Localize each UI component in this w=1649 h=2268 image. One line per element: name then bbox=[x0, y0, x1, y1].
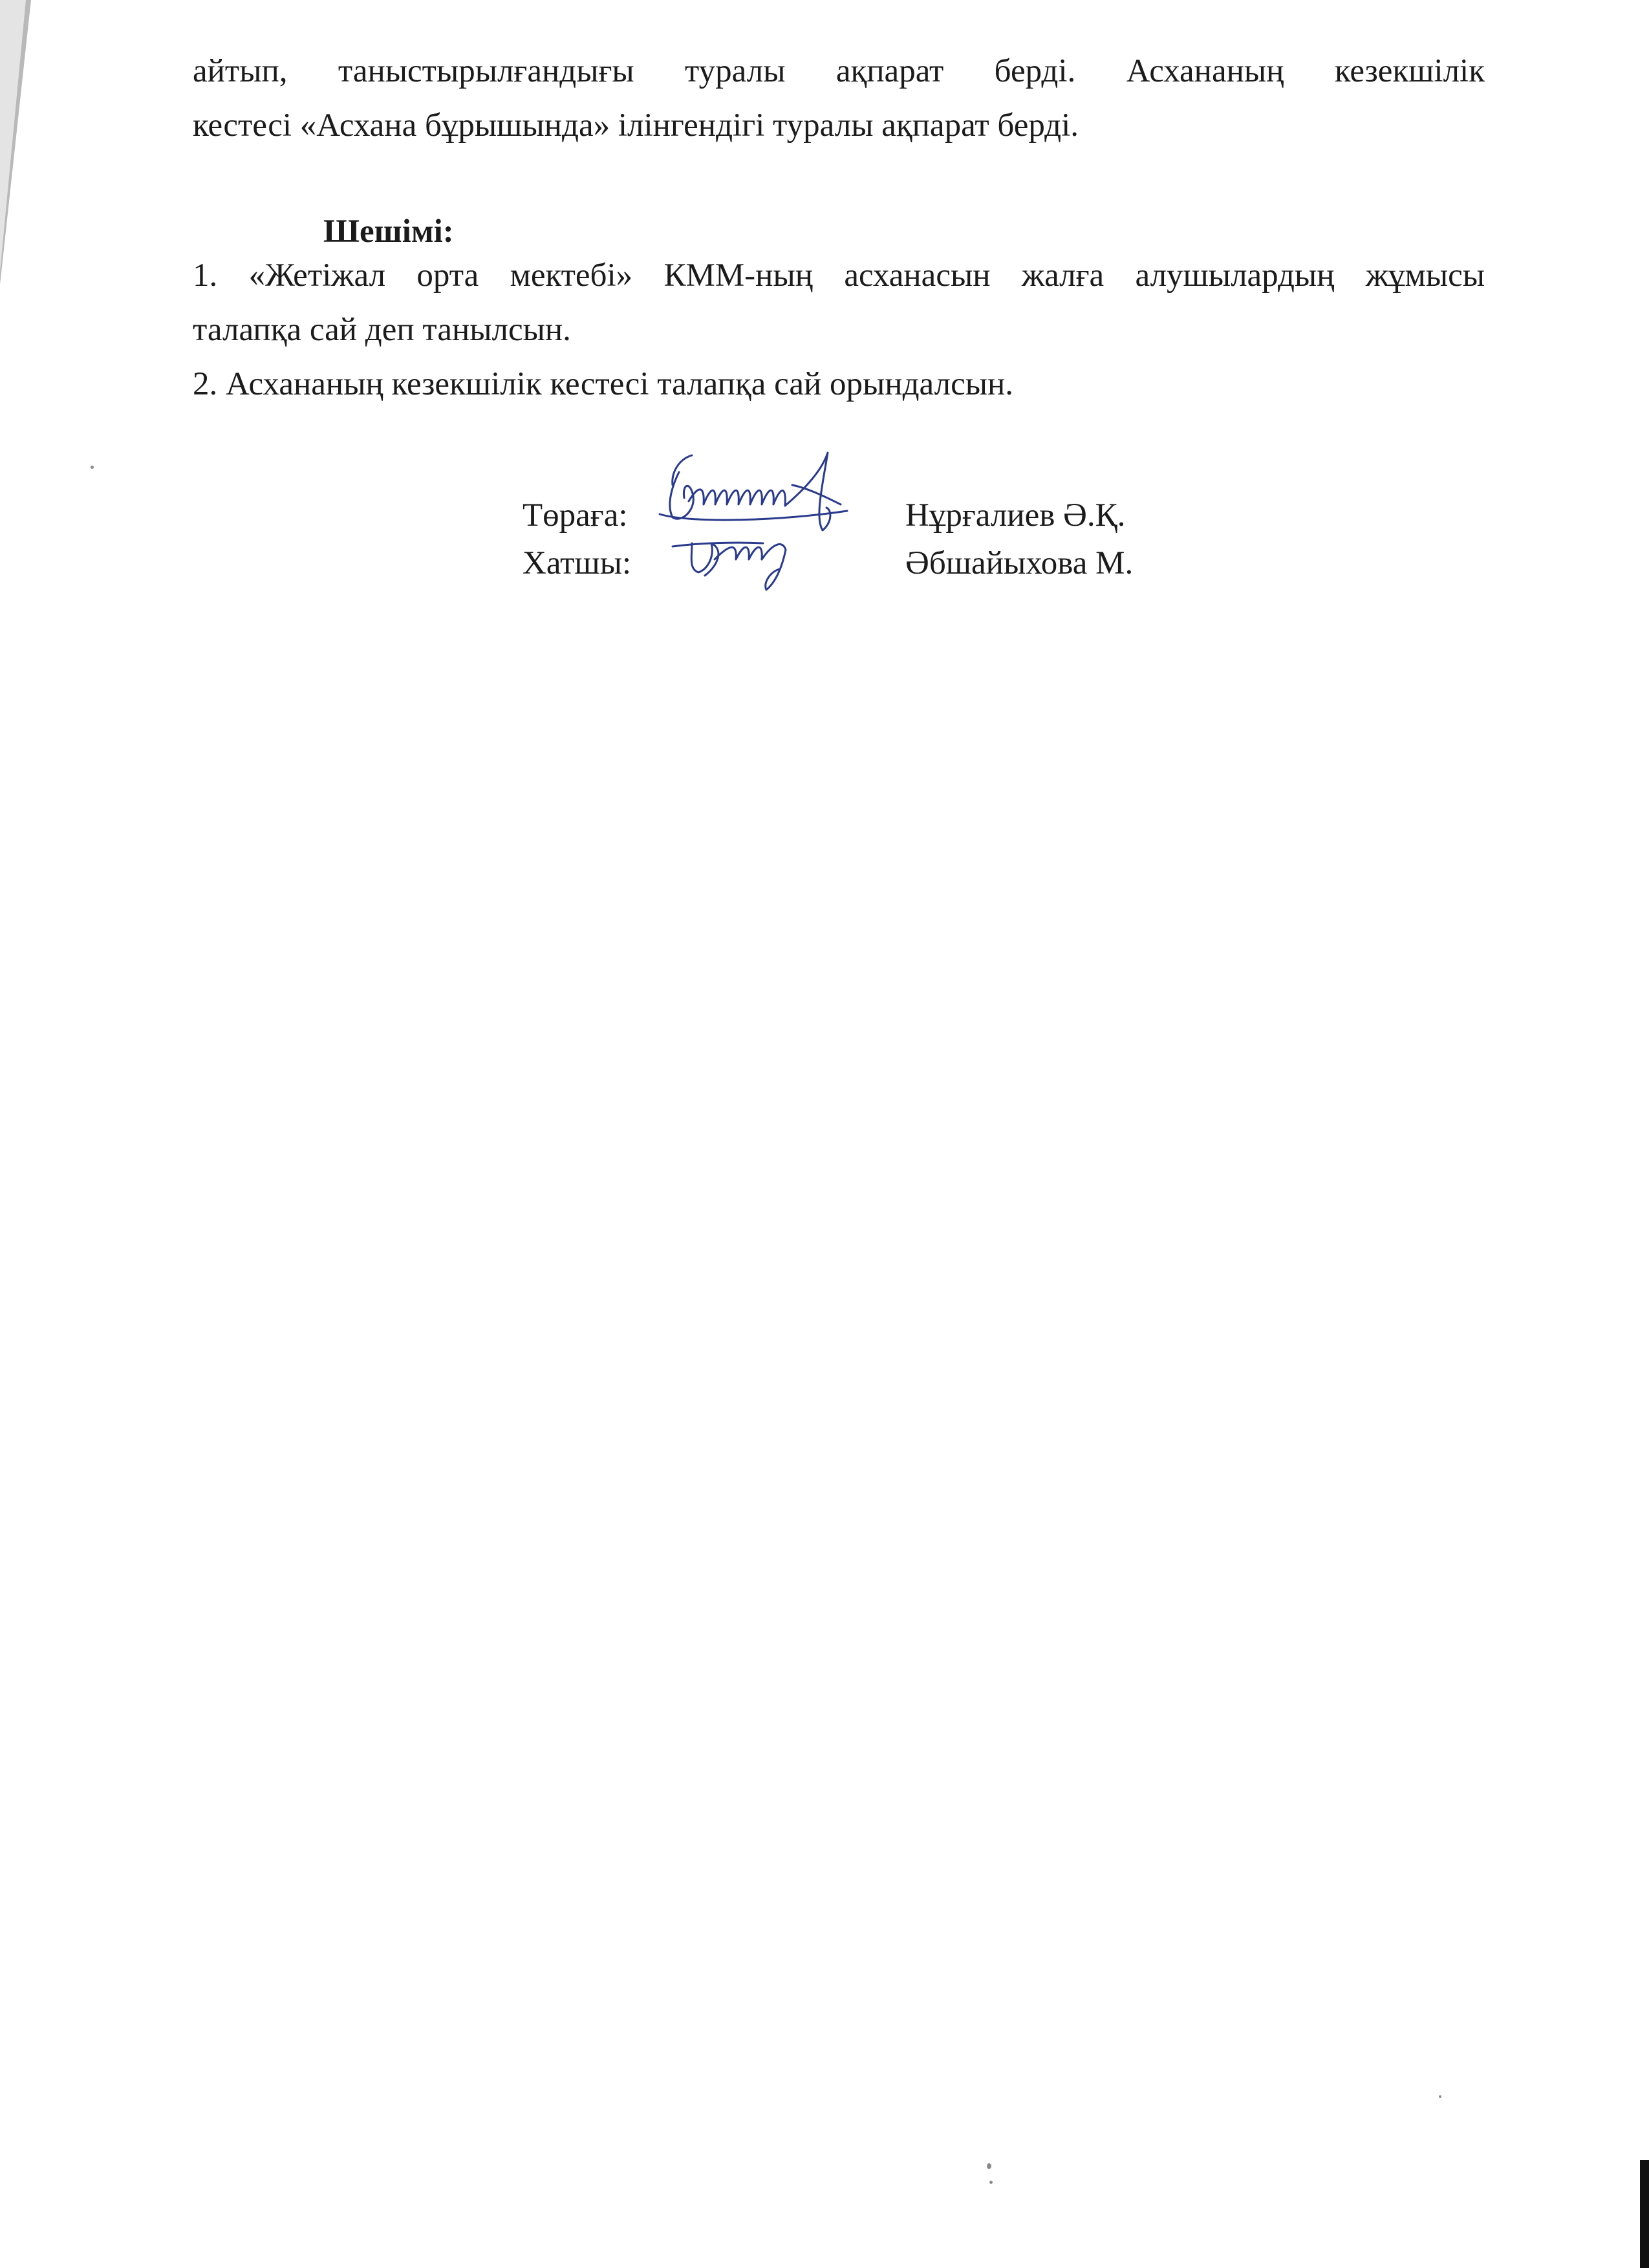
decision-heading: Шешімі: bbox=[323, 213, 454, 250]
folded-corner-highlight bbox=[0, 0, 26, 272]
scan-speck bbox=[989, 2181, 993, 2184]
decision-item-2: 2. Асхананың кезекшілік кестесі талапқа сай орындалсын. bbox=[193, 366, 1014, 402]
scan-speck bbox=[91, 466, 94, 469]
chair-name: Нұрғалиев Ә.Қ. bbox=[905, 497, 1126, 534]
secretary-role: Хатшы: bbox=[523, 545, 632, 581]
handwritten-signatures bbox=[653, 446, 860, 595]
chair-role: Төраға: bbox=[523, 497, 628, 534]
decision-list bbox=[193, 248, 1485, 411]
scan-speck bbox=[1439, 2095, 1441, 2098]
decision-item-1-line-1: 1. «Жетіжал орта мектебі» КММ-ның асханасын жалға алушылардың жұмысы bbox=[193, 257, 1485, 294]
paragraph-continuation bbox=[193, 44, 1485, 153]
scan-edge-shadow bbox=[1640, 2160, 1649, 2268]
secretary-name: Әбшайыхова М. bbox=[905, 545, 1134, 581]
scan-speck bbox=[987, 2163, 991, 2169]
paragraph-line-2: кестесі «Асхана бұрышында» ілінгендігі туралы ақпарат берді. bbox=[193, 107, 1079, 144]
paragraph-line-1: айтып, таныстырылғандығы туралы ақпарат берді. Асхананың кезекшілік bbox=[193, 53, 1485, 89]
decision-item-1-line-2: талапқа сай деп танылсын. bbox=[193, 312, 571, 348]
